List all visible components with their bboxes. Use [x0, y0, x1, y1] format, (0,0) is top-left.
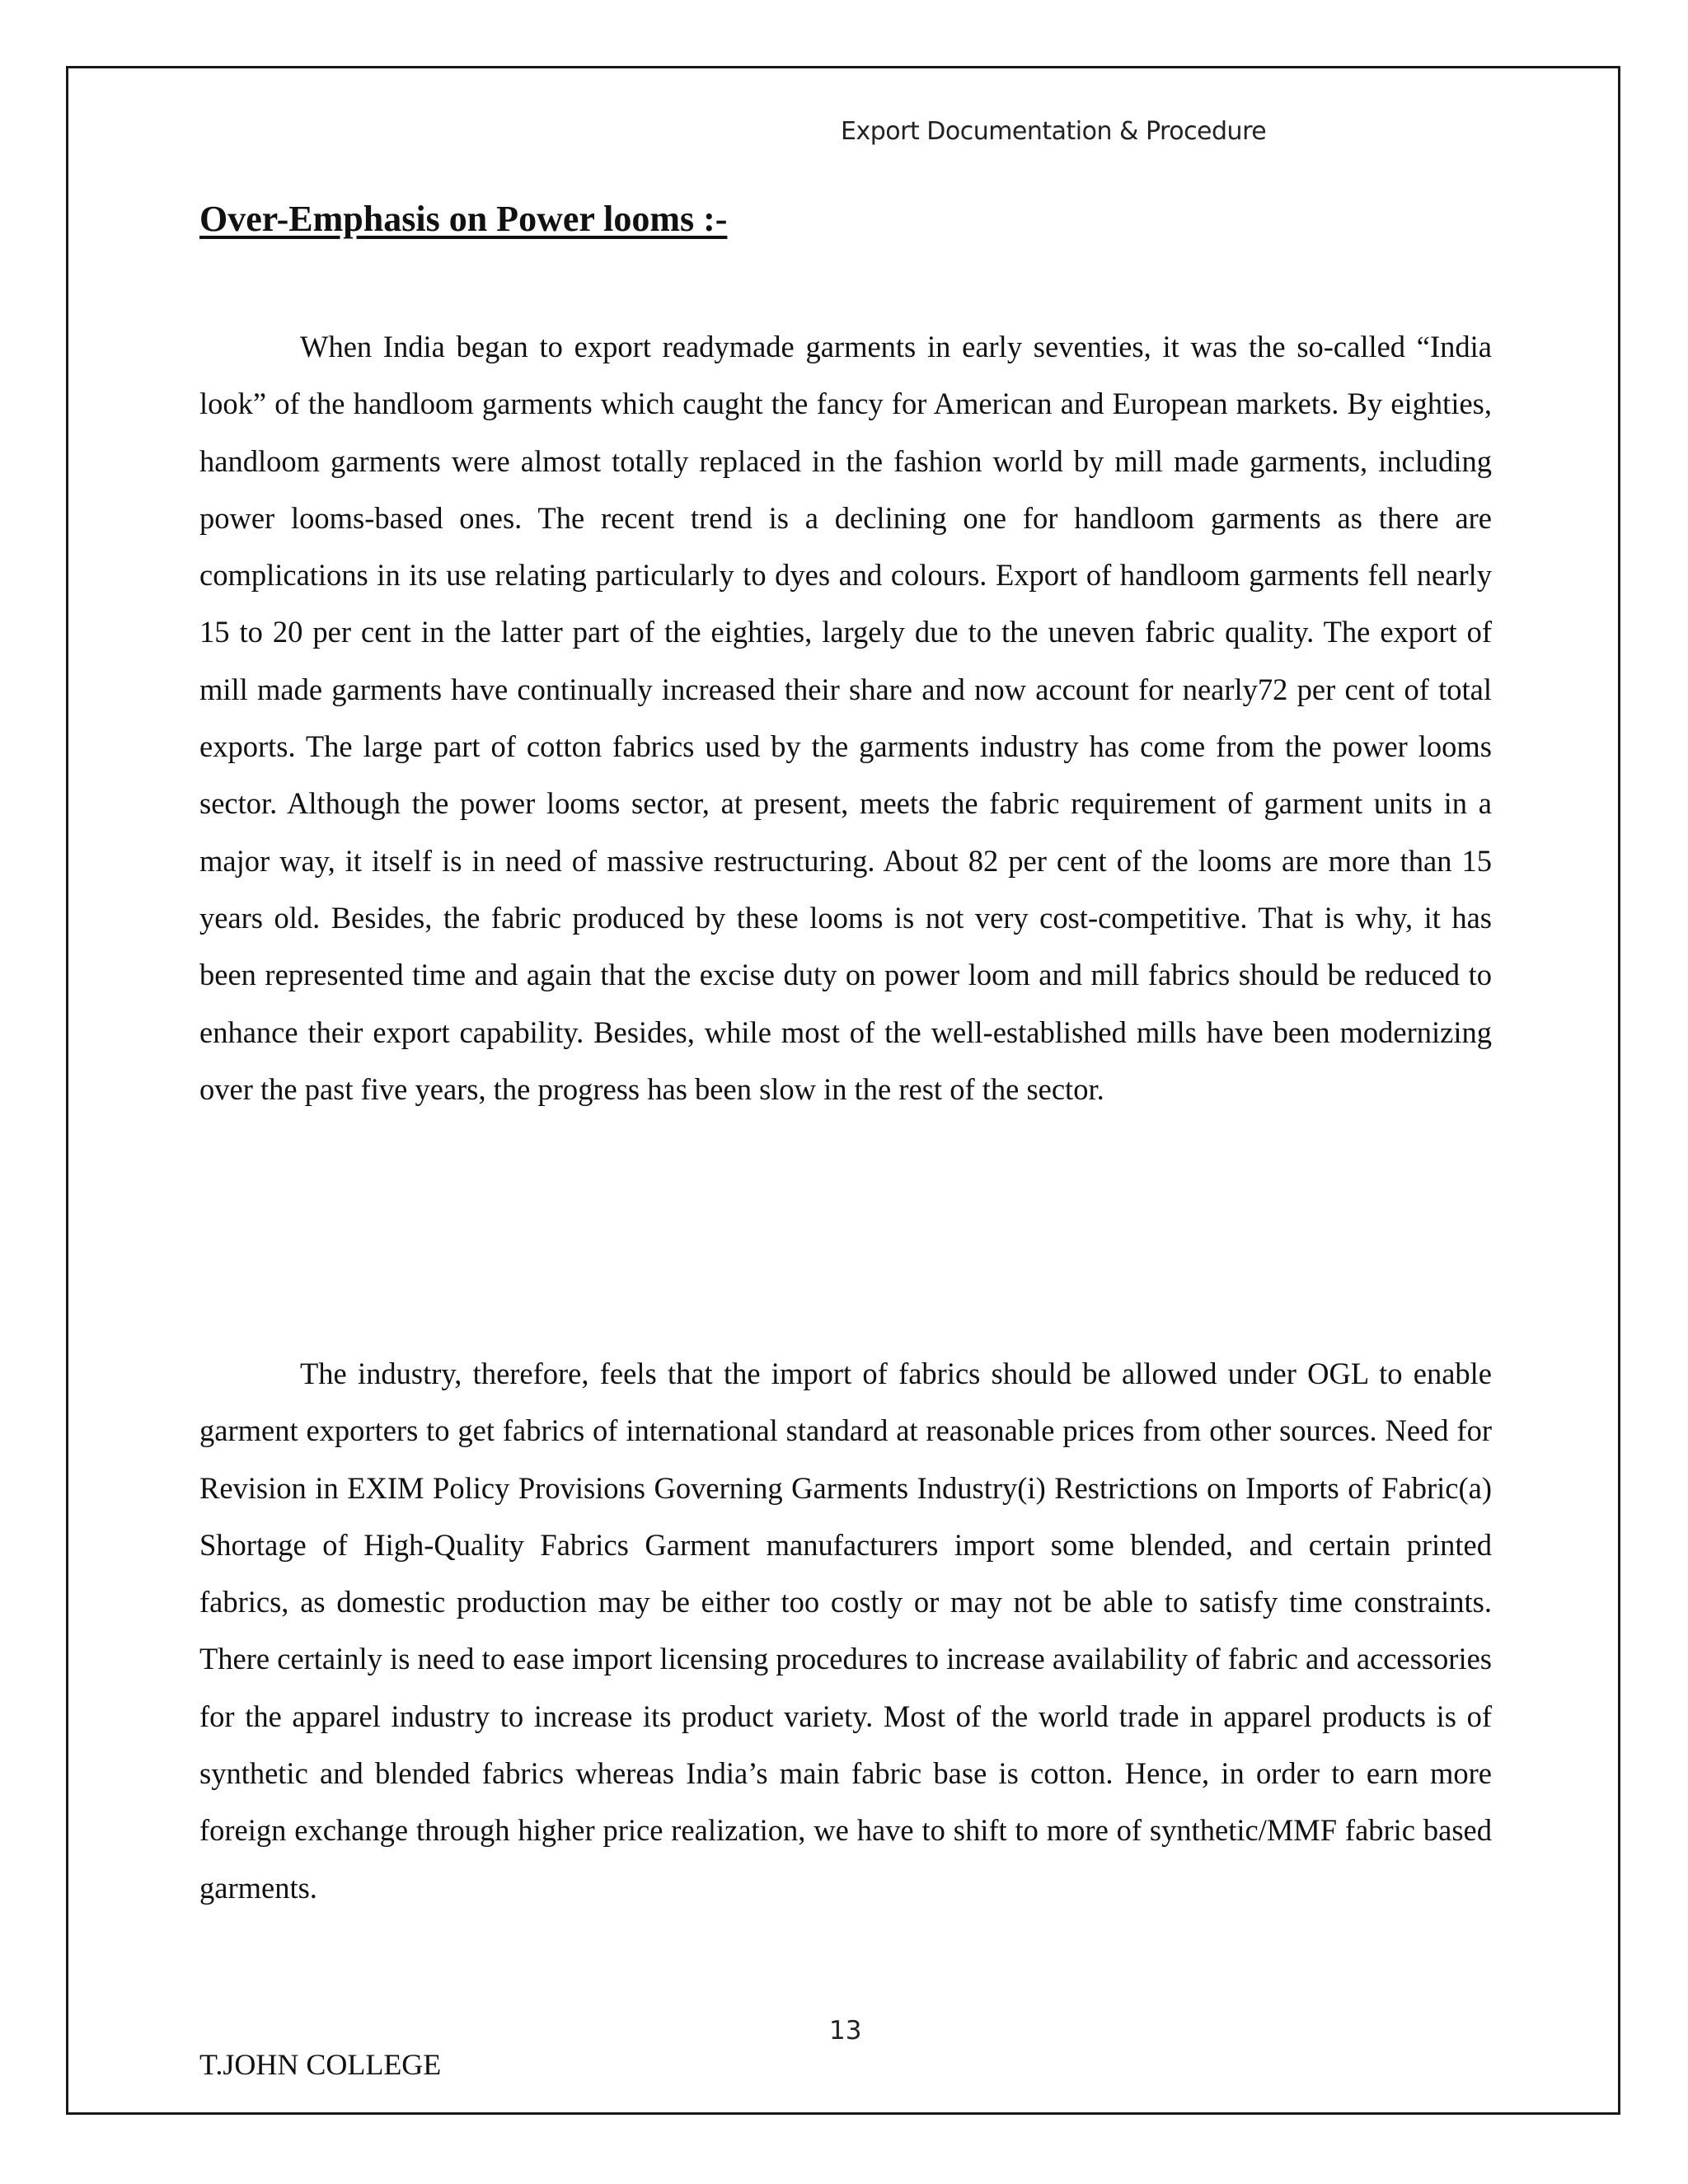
running-header: Export Documentation & Procedure — [841, 117, 1267, 146]
page-number: 13 — [829, 2016, 862, 2046]
footer-college-name: T.JOHN COLLEGE — [199, 2048, 442, 2081]
section-heading: Over-Emphasis on Power looms :- — [199, 199, 728, 239]
body-paragraph: The industry, therefore, feels that the import of fabrics should be allowed under OGL to enable garment exporters to get fabrics of international standard at reasonable prices from other sources. Need for Revision in EXIM Policy Provisions Governing Garments Industry(i) Restrictions on Imports of Fabric(a) Shortage of High-Quality Fabrics Garment manufacturers import some blended, and certain printed fabrics, as domestic production may be either too costly or may not be able to satisfy time constraints. There certainly is need to ease import licensing procedures to increase availability of fabric and accessories for the apparel industry to increase its product variety. Most of the world trade in apparel products is of synthetic and blended fabrics whereas India’s main fabric base is cotton. Hence, in order to earn more foreign exchange through higher price realization, we have to shift to more of synthetic/MMF fabric based garments. — [199, 1357, 1492, 1905]
body-paragraph: When India began to export readymade garments in early seventies, it was the so-called “India look” of the handloom garments which caught the fancy for American and European markets. By eighties, handloom garments were almost totally replaced in the fashion world by mill made garments, including power looms-based ones. The recent trend is a declining one for handloom garments as there are complications in its use relating particularly to dyes and colours. Export of handloom garments fell nearly 15 to 20 per cent in the latter part of the eighties, largely due to the uneven fabric quality. The export of mill made garments have continually increased their share and now account for nearly72 per cent of total exports. The large part of cotton fabrics used by the garments industry has come from the power looms sector. Although the power looms sector, at present, meets the fabric requirement of garment units in a major way, it itself is in need of massive restructuring. About 82 per cent of the looms are more than 15 years old. Besides, the fabric produced by these looms is not very cost-competitive. That is why, it has been represented time and again that the excise duty on power loom and mill fabrics should be reduced to enhance their export capability. Besides, while most of the well-established mills have been modernizing over the past five years, the progress has been slow in the rest of the sector. — [199, 330, 1492, 1106]
